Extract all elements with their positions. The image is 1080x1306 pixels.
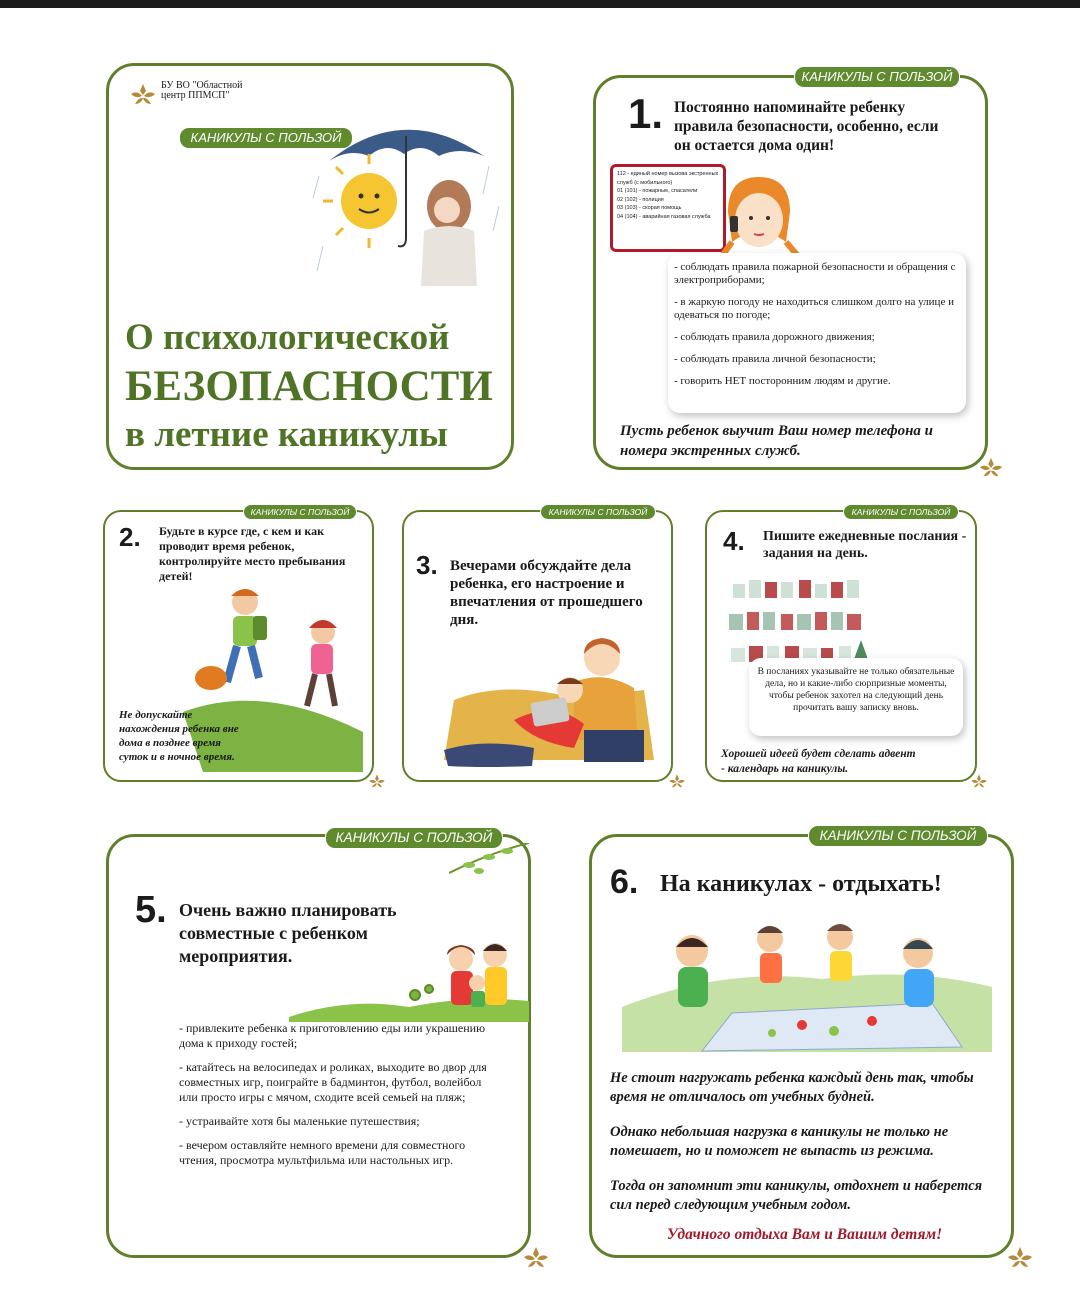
safety-rule-5: - говорить НЕТ посторонним людям и другие.	[674, 375, 891, 387]
umbrella-sun-illustration	[309, 106, 509, 306]
title-line-3: в летние каникулы	[125, 414, 448, 455]
organization-logo-icon	[368, 773, 386, 790]
tip-number-6: 6.	[610, 863, 639, 901]
tip-heading-3: Вечерами обсуждайте дела ребенка, его настроение и впечатления от прошедшего дня.	[450, 558, 643, 628]
tag-label: КАНИКУЛЫ С ПОЛЬЗОЙ	[325, 827, 503, 849]
girl-phone-illustration	[714, 172, 804, 262]
tip-number-2: 2.	[119, 522, 141, 552]
tag-label: КАНИКУЛЫ С ПОЛЬЗОЙ	[843, 504, 959, 520]
tip-number-5: 5.	[135, 889, 167, 931]
activity-item-2: - катайтесь на велосипедах и роликах, выходите во двор для совместных игр, поиграйте в бадминтон, футбол, волейбол или просто игры с мячом, сходите всей семьей на пляж;	[179, 1060, 487, 1104]
emergency-line-2: 01 (101) - пожарные, спасатели	[617, 188, 698, 194]
tip-card-6	[589, 828, 1014, 1258]
tip-card-3	[402, 507, 673, 782]
organization-logo-icon	[668, 773, 686, 790]
title-line-2: БЕЗОПАСНОСТИ	[125, 363, 493, 410]
picnic-illustration	[622, 917, 992, 1052]
emergency-line-1: 112 - единый номер вызова экстренных служб (с мобильного)	[617, 171, 719, 186]
tip-card-1	[593, 69, 988, 470]
tip-paragraph-6-1: Не стоит нагружать ребенка каждый день так, чтобы время не отличалось от учебных будней.	[610, 1070, 974, 1105]
activities-list	[179, 1021, 499, 1177]
safety-rules-box	[668, 253, 966, 413]
org-line-1: БУ ВО "Областной	[161, 80, 243, 91]
emergency-line-4: 03 (103) - скорая помощь	[617, 205, 682, 211]
tip-heading-5: Очень важно планировать совместные с ребенком мероприятия.	[179, 900, 397, 966]
tag-label: КАНИКУЛЫ С ПОЛЬЗОЙ	[808, 825, 988, 847]
emergency-line-5: 04 (104) - аварийная газовая служба	[617, 213, 711, 220]
tip-heading-1: Постоянно напоминайте ребенку правила безопасности, особенно, если он остается дома один!	[674, 99, 939, 154]
tip-number-1: 1.	[628, 90, 664, 137]
tag-label: КАНИКУЛЫ С ПОЛЬЗОЙ	[540, 504, 656, 520]
title-card	[106, 63, 514, 470]
tag-label: КАНИКУЛЫ С ПОЛЬЗОЙ	[179, 127, 353, 149]
organization-logo-icon	[978, 456, 1004, 480]
tip-footer-4: Хорошей идеей будет сделать адвент - календарь на каникулы.	[721, 748, 916, 775]
tag-label: КАНИКУЛЫ С ПОЛЬЗОЙ	[794, 66, 960, 88]
tip-card-5	[106, 830, 531, 1258]
organization-logo-icon	[522, 1245, 550, 1271]
org-line-2: центр ППМСП"	[161, 90, 230, 101]
org-name	[161, 81, 242, 101]
organization-logo-icon	[129, 82, 157, 108]
safety-rule-1: - соблюдать правила пожарной безопасности и обращения с электроприборами;	[674, 261, 956, 286]
title-line-1: О психологической	[125, 317, 450, 358]
organization-logo-icon	[970, 773, 988, 790]
tip-heading-4: Пишите ежедневные послания - задания на день.	[763, 529, 967, 561]
tip-number-4: 4.	[723, 526, 745, 556]
activity-item-3: - устраивайте хотя бы маленькие путешествия;	[179, 1114, 420, 1128]
tip-paragraph-6-2: Однако небольшая нагрузка в каникулы не только не помешает, но и поможет не выпасть из режима.	[610, 1124, 949, 1159]
advice-box-4: В посланиях указывайте не только обязательные дела, но и какие-либо сюрпризные моменты, чтобы ребенок захотел на следующий день прочитать вашу записку вновь.	[749, 658, 963, 736]
tip-heading-6: На каникулах - отдыхать!	[660, 871, 942, 897]
emergency-line-3: 02 (102) - полиция	[617, 196, 664, 203]
tip-card-2	[103, 507, 374, 782]
family-illustration	[289, 937, 529, 1022]
tip-card-4	[705, 507, 977, 782]
tip-note-2: Не допускайте нахождения ребенка вне дома в позднее время суток и в ночное время.	[119, 709, 239, 763]
safety-rule-2: - в жаркую погоду не находиться слишком долго на улице и одеваться по погоде;	[674, 296, 954, 321]
top-bar	[0, 0, 1080, 8]
tip-heading-2: Будьте в курсе где, с кем и как проводит время ребенок, контролируйте место пребывания детей!	[159, 524, 346, 583]
safety-rule-4: - соблюдать правила личной безопасности;	[674, 353, 876, 365]
closing-wish: Удачного отдыха Вам и Вашим детям!	[666, 1226, 943, 1243]
main-title	[125, 314, 505, 458]
activity-item-1: - привлеките ребенка к приготовлению еды или украшению дома к приходу гостей;	[179, 1021, 486, 1050]
organization-logo-icon	[1006, 1245, 1034, 1271]
tip-number-3: 3.	[416, 550, 438, 580]
tip-footer-1: Пусть ребенок выучит Ваш номер телефона и номера экстренных служб.	[620, 423, 934, 459]
safety-rule-3: - соблюдать правила дорожного движения;	[674, 331, 875, 343]
activity-item-4: - вечером оставляйте немного времени для совместного чтения, просмотра мультфильма или настольных игр.	[179, 1138, 466, 1167]
mother-daughter-reading-illustration	[424, 630, 664, 780]
tag-label: КАНИКУЛЫ С ПОЛЬЗОЙ	[243, 504, 357, 520]
tip-paragraph-6-3: Тогда он запомнит эти каникулы, отдохнет и наберется сил перед следующим учебным годом.	[610, 1178, 983, 1213]
leaf-branch-illustration	[449, 843, 529, 883]
emergency-numbers-card	[610, 164, 726, 252]
